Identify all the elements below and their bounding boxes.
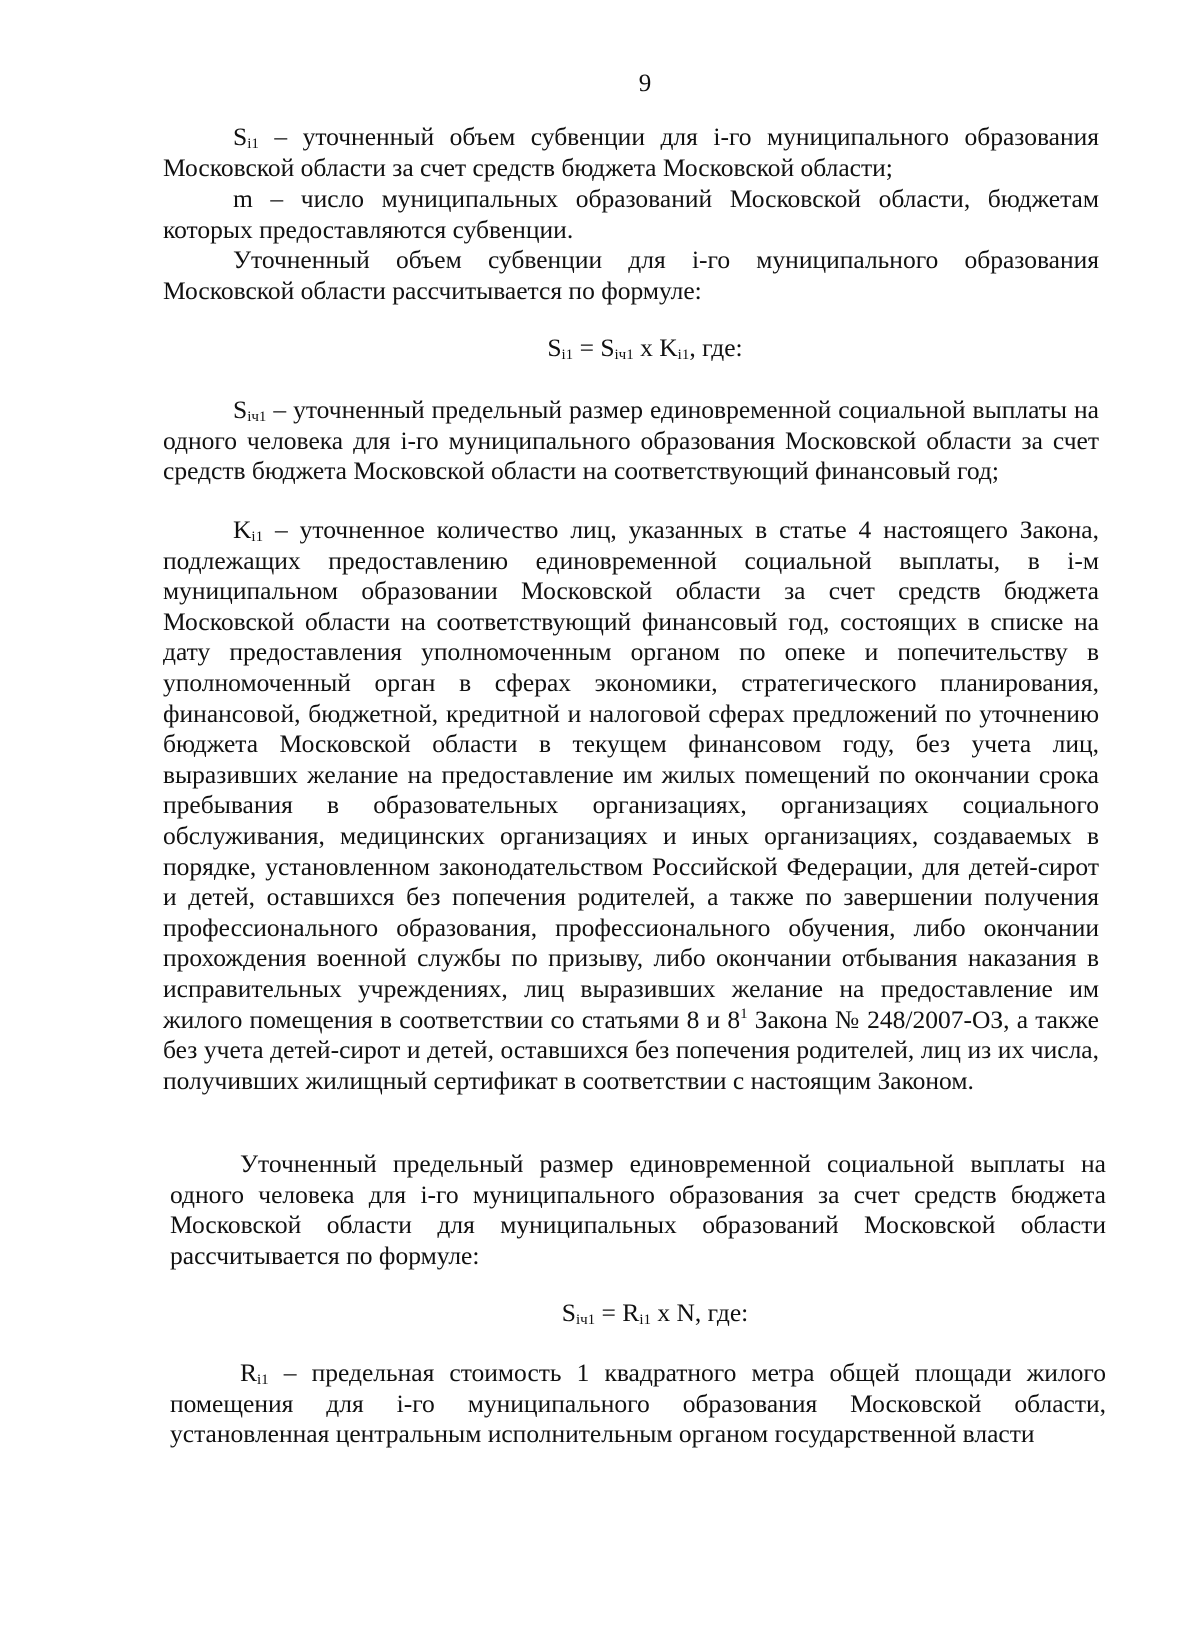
symbol-subscript: i1 xyxy=(247,136,259,152)
formula-lhs-subscript: i1 xyxy=(561,347,574,363)
symbol-s: S xyxy=(233,395,248,424)
paragraph-text: Уточненный объем субвенции для i-го муниципального образования Московской области рассчитывается по формуле: xyxy=(163,245,1099,305)
formula-term-subscript: i1 xyxy=(677,347,690,363)
formula-lhs: S xyxy=(547,333,562,362)
paragraph-text: – предельная стоимость 1 квадратного метра общей площади жилого помещения для i-го муниципального образования Московской области, установленная центральным исполнительным органом государственной власти xyxy=(170,1358,1106,1449)
symbol-s: S xyxy=(233,122,248,151)
symbol-k: K xyxy=(233,515,252,544)
paragraph-text: – уточненный объем субвенции для i-го муниципального образования Московской области за счет средств бюджета Московской области; xyxy=(163,122,1099,182)
paragraph-si1-definition xyxy=(163,122,1099,183)
formula-term: x K xyxy=(633,333,678,362)
formula-term-subscript: iч1 xyxy=(614,347,634,363)
paragraph-ki1-definition xyxy=(163,515,1099,1096)
paragraph-text: – уточненный предельный размер единовременной социальной выплаты на одного человека для i-го муниципального образования Московской области за счет средств бюджета Московской области на соответствующий финансовый год; xyxy=(163,395,1099,486)
formula-lhs-subscript: iч1 xyxy=(575,1312,596,1328)
article-superscript: 1 xyxy=(740,1005,748,1022)
formula-term-subscript: i1 xyxy=(639,1312,651,1328)
paragraph-ri1-definition xyxy=(170,1358,1106,1450)
symbol-subscript: iч1 xyxy=(247,409,267,425)
page-number: 9 xyxy=(638,70,652,97)
symbol-subscript: i1 xyxy=(257,1372,269,1388)
paragraph-sich1-definition xyxy=(163,395,1099,487)
formula-sich1 xyxy=(10,1298,1200,1328)
formula-term: = R xyxy=(595,1298,640,1327)
paragraph-formula-intro-1 xyxy=(163,245,1099,306)
paragraph-formula-intro-2 xyxy=(170,1149,1106,1271)
formula-si1 xyxy=(0,333,1200,363)
symbol-subscript: i1 xyxy=(251,529,264,545)
formula-term: = S xyxy=(573,333,615,362)
formula-lhs: S xyxy=(561,1298,576,1327)
formula-tail: , где: xyxy=(689,333,743,362)
paragraph-m-definition xyxy=(163,184,1099,245)
paragraph-text: Уточненный предельный размер единовременной социальной выплаты на одного человека для i-го муниципального образования за счет средств бюджета Московской области для муниципальных образований Московской области рассчитывается по формуле: xyxy=(170,1149,1106,1270)
paragraph-text: – уточненное количество лиц, указанных в статье 4 настоящего Закона, подлежащих предоставлению единовременной социальной выплаты, в i-м муниципальном образовании Московской области за счет средств бюджета Московской области на соответствующий финансовый год, состоящих в списке на дату предоставления уполномоченным органом по опеке и попечительству в уполномоченный орган в сферах экономики, стратегического планирования, финансовой, бюджетной, кредитной и налоговой сферах предложений по уточнению бюджета Московской области в текущем финансовом году, без учета лиц, выразивших желание на предоставление им жилых помещений по окончании срока пребывания в образовательных организациях, организациях социального обслуживания, медицинских организациях и иных организациях, создаваемых в порядке, установленном законодательством Российской Федерации, для детей-сирот и детей, оставшихся без попечения родителей, а также по завершении получения профессионального образования, профессионального обучения, либо окончании прохождения военной службы по призыву, либо окончании отбывания наказания в исправительных учреждениях, лиц выразивших желание на предоставление им жилого помещения в соответствии со статьями 8 и 8 xyxy=(163,515,1099,1034)
paragraph-text-continued: Закона № 248/2007-ОЗ, а также без учета детей-сирот и детей, оставшихся без попечения родителей, лиц из их числа, получивших жилищный сертификат в соответствии с настоящим Законом. xyxy=(163,1004,1099,1095)
paragraph-text: m – число муниципальных образований Московской области, бюджетам которых предоставляются субвенции. xyxy=(163,184,1099,244)
symbol-r: R xyxy=(240,1358,258,1387)
formula-tail: x N, где: xyxy=(650,1298,749,1327)
